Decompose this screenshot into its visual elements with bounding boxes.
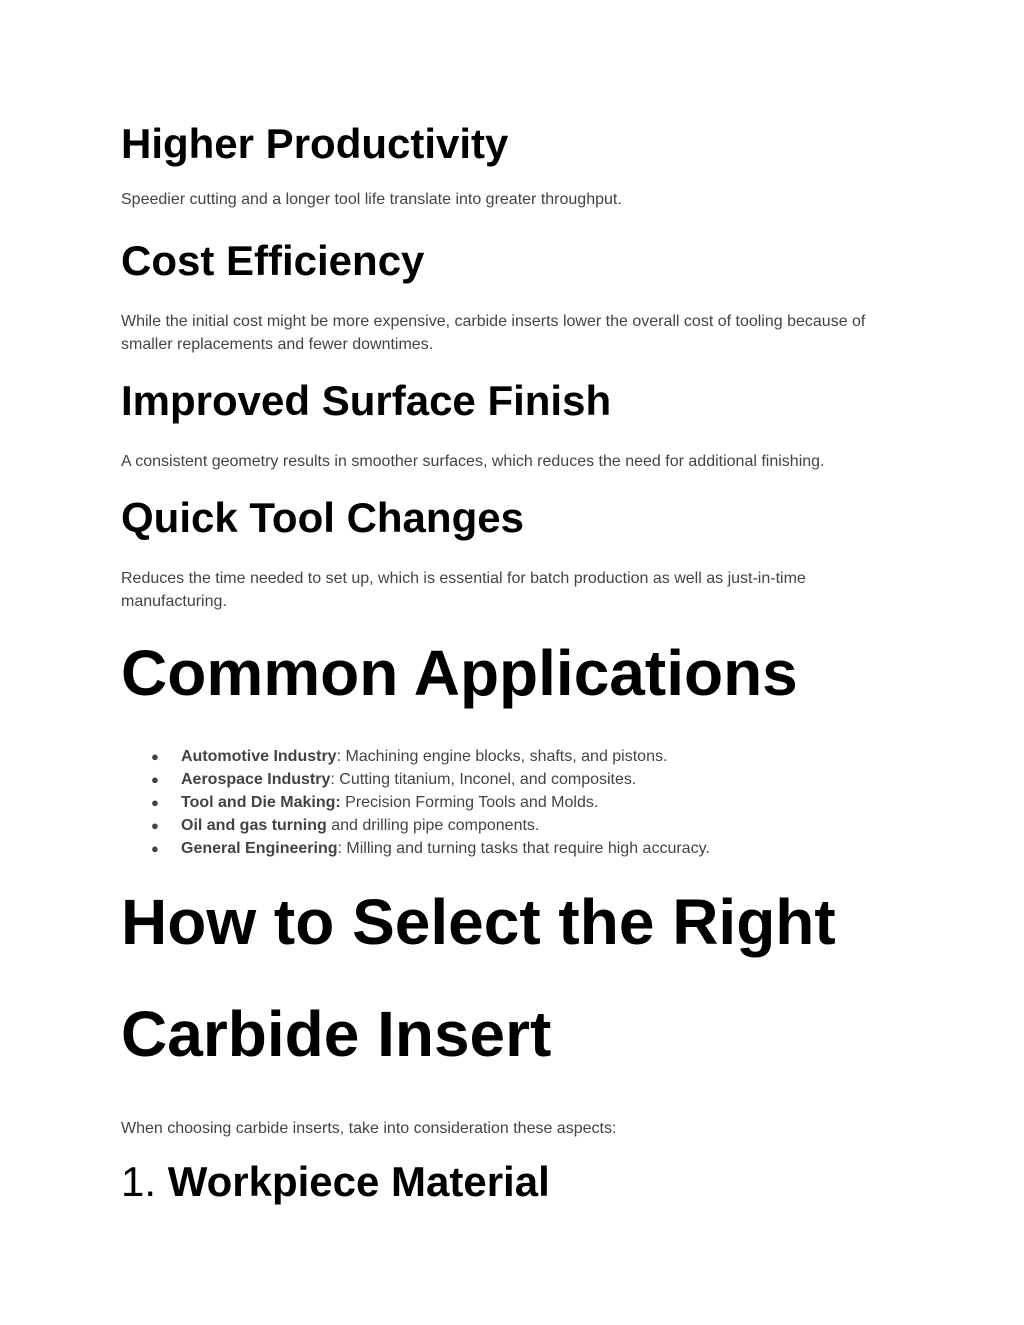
bullet-icon: ● <box>151 795 159 810</box>
bullet-icon: ● <box>151 749 159 764</box>
list-item-term: Tool and Die Making: <box>181 794 341 811</box>
list-item-text: : Cutting titanium, Inconel, and composites. <box>330 771 637 788</box>
list-item <box>121 745 911 768</box>
section-quick-tool-changes <box>121 494 911 613</box>
list-item-text: Precision Forming Tools and Molds. <box>340 794 599 811</box>
section-improved-surface-finish <box>121 377 911 473</box>
bullet-icon: ● <box>151 841 159 856</box>
list-item-text: : Milling and turning tasks that require high accuracy. <box>337 840 710 857</box>
list-item <box>121 814 911 837</box>
applications-heading: Common Applications <box>121 637 798 709</box>
list-item <box>121 791 911 814</box>
list-item-text: and drilling pipe components. <box>326 817 540 834</box>
numbered-heading <box>121 1158 911 1206</box>
numbered-heading-number: 1. <box>121 1158 157 1205</box>
section-body: Reduces the time needed to set up, which is essential for batch production as well as just-in-time manufacturing. <box>121 570 806 610</box>
section-body: A consistent geometry results in smoother surfaces, which reduces the need for additional finishing. <box>121 453 825 470</box>
list-item-term: Aerospace Industry <box>181 771 331 788</box>
list-item-text: : Machining engine blocks, shafts, and pistons. <box>336 748 668 765</box>
list-item-term: General Engineering <box>181 840 338 857</box>
selection-heading <box>121 866 911 1090</box>
section-common-applications <box>121 636 911 860</box>
section-cost-efficiency <box>121 237 911 356</box>
section-heading: Improved Surface Finish <box>121 377 612 424</box>
list-item-term: Oil and gas turning <box>181 817 327 834</box>
section-heading: Quick Tool Changes <box>121 494 524 541</box>
section-how-to-select <box>121 866 911 1206</box>
section-heading: Higher Productivity <box>121 120 509 167</box>
selection-heading-line2: Carbide Insert <box>121 998 552 1070</box>
section-higher-productivity <box>121 120 622 211</box>
list-item <box>121 837 911 860</box>
section-body: While the initial cost might be more expensive, carbide inserts lower the overall cost of tooling because of smaller replacements and fewer downtimes. <box>121 313 866 353</box>
section-heading: Cost Efficiency <box>121 237 425 284</box>
section-body: Speedier cutting and a longer tool life translate into greater throughput. <box>121 191 622 208</box>
bullet-icon: ● <box>151 772 159 787</box>
numbered-heading-label: Workpiece Material <box>167 1158 550 1205</box>
bullet-icon: ● <box>151 818 159 833</box>
list-item-term: Automotive Industry <box>181 748 337 765</box>
list-item <box>121 768 911 791</box>
selection-intro: When choosing carbide inserts, take into consideration these aspects: <box>121 1120 617 1137</box>
selection-heading-line1: How to Select the Right <box>121 886 836 958</box>
applications-list <box>121 745 911 860</box>
